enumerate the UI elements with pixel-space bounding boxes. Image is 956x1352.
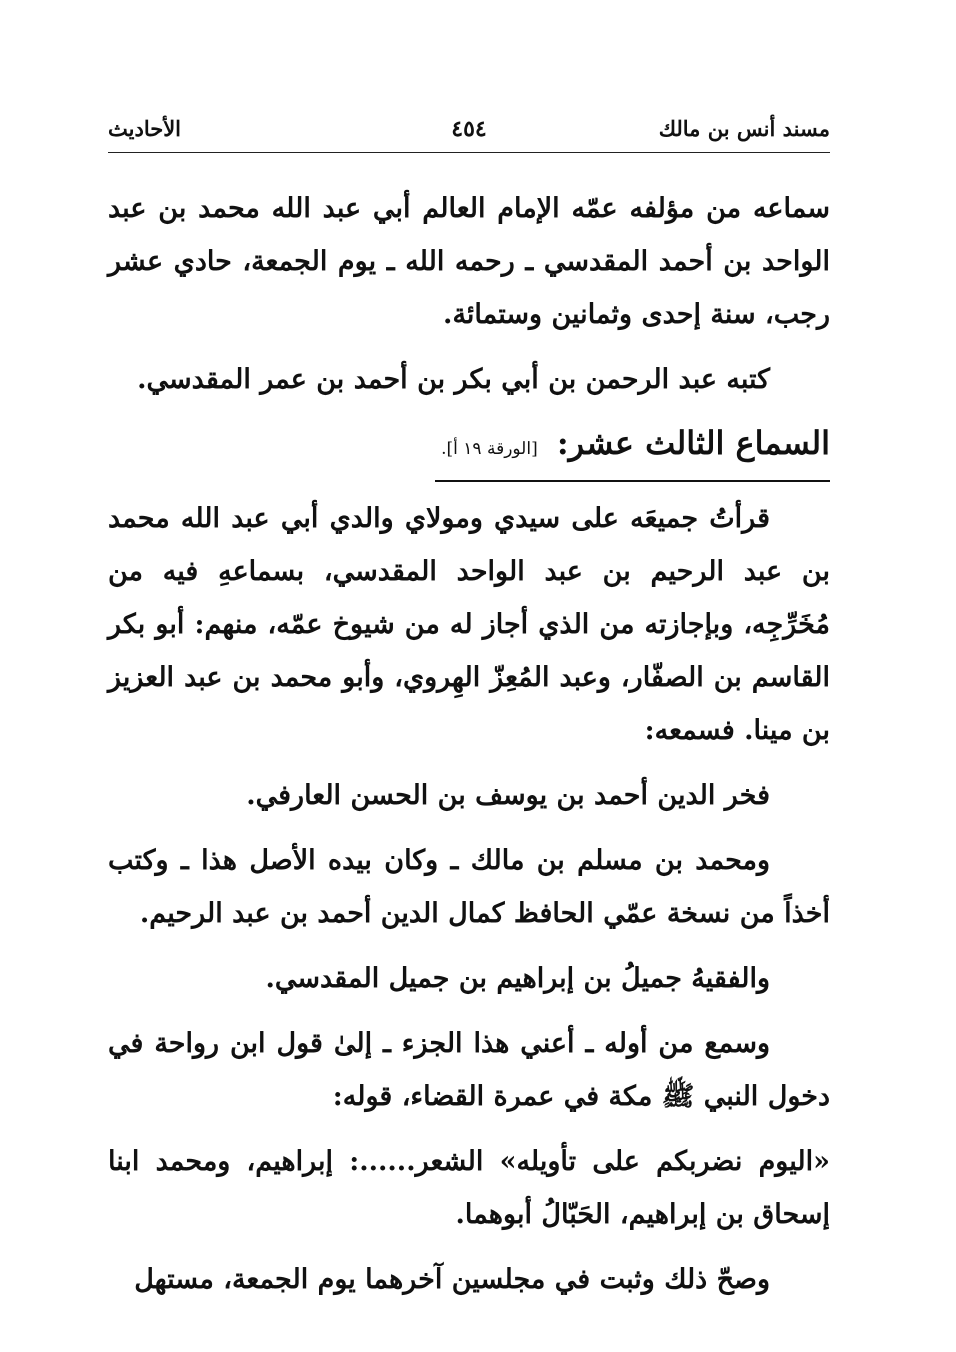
- header-rule: [108, 152, 830, 153]
- folio-reference: [الورقة ١٩ أ].: [441, 439, 538, 459]
- section-heading-text: السماع الثالث عشر:: [556, 424, 830, 462]
- book-title: مسند أنس بن مالك: [658, 116, 830, 141]
- paragraph-partial-hearing: وسمع من أوله ـ أعني هذا الجزء ـ إلىٰ قول ابن رواحة في دخول النبي ﷺ مكة في عمرة القضاء، قوله:: [108, 1028, 830, 1112]
- paragraph-listener-2: ومحمد بن مسلم بن مالك ـ وكان بيده الأصل هذا ـ وكتب أخذاً من نسخة عمّي الحافظ كمال الدين أحمد بن عبد الرحيم.: [108, 845, 830, 929]
- paragraph-scribe: كتبه عبد الرحمن بن أبي بكر بن أحمد بن عمر المقدسي.: [137, 364, 770, 395]
- paragraph-poem-listeners: «اليوم نضربكم على تأويله» الشعر......: إبراهيم، ومحمد ابنا إسحاق بن إبراهيم، الحَبّالُ أبوهما.: [108, 1146, 830, 1230]
- section-title: الأحاديث: [108, 116, 182, 141]
- paragraph-listener-3: والفقيهُ جميلُ بن إبراهيم بن جميل المقدسي.: [265, 963, 770, 994]
- page-body: [108, 182, 830, 1318]
- paragraph-reading: قرأتُ جميعَه على سيدي ومولاي والدي أبي عبد الله محمد بن عبد الرحيم بن عبد الواحد المقدسي، بسماعهِ فيه من مُخَرِّجِه، وبإجازته من الذي أجاز له من شيوخ عمّه، منهم: أبو بكر القاسم بن الصفّار، وعبد المُعِزّ الهِروي، وأبو محمد بن عبد العزيز بن مينا. فسمعه:: [108, 503, 830, 746]
- section-heading-row: [108, 418, 830, 478]
- paragraph-listener-1: فخر الدين أحمد بن يوسف بن الحسن العارفي.: [246, 780, 770, 811]
- paragraph-sama-author: سماعه من مؤلفه عمّه الإمام العالم أبي عبد الله محمد بن عبد الواحد بن أحمد المقدسي ـ رحمه الله ـ يوم الجمعة، حادي عشر رجب، سنة إحدى وثمانين وستمائة.: [108, 193, 830, 330]
- section-heading: [435, 418, 830, 482]
- page-number: ٤٥٤: [451, 116, 487, 142]
- paragraph-confirmation: وصحّ ذلك وثبت في مجلسين آخرهما يوم الجمعة، مستهل: [134, 1264, 770, 1295]
- running-header: [108, 112, 830, 148]
